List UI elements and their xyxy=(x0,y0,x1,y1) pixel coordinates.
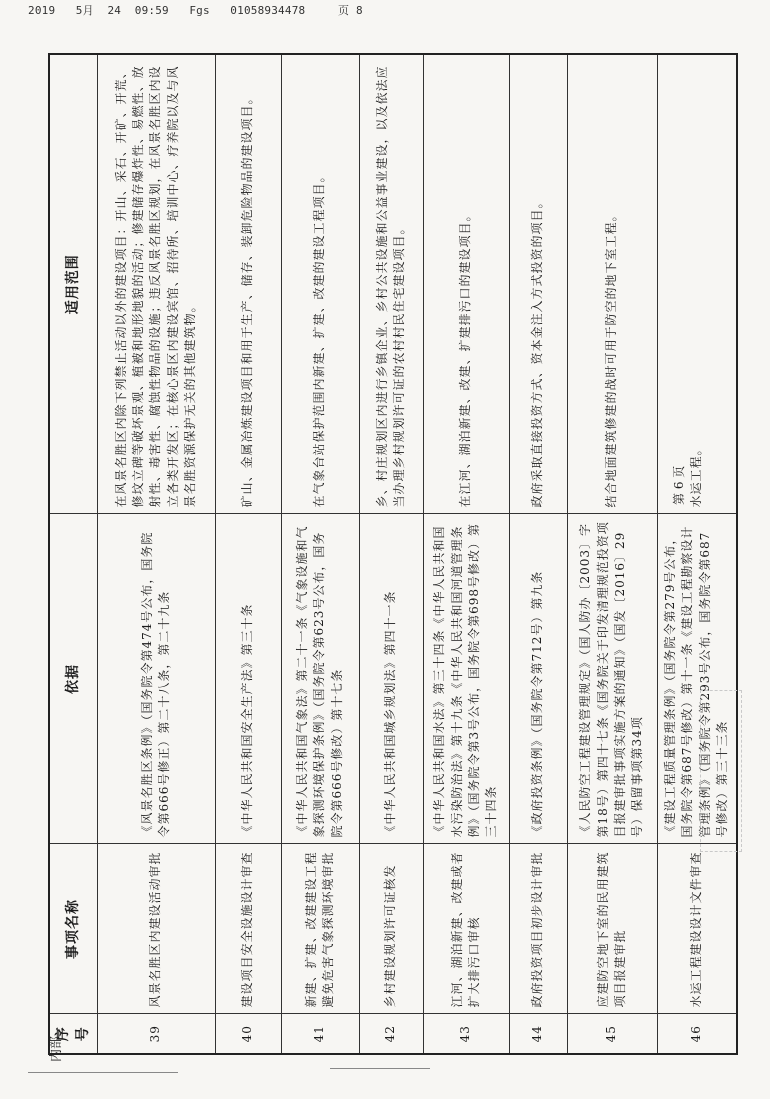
row-basis: 《人民防空工程建设管理规定》（国人防办〔2003〕字第18号）第四十七条《国务院关于印发清理规范投资项目报建审批事项实施方案的通知》（国发〔2016〕29号）保留事项第34项 xyxy=(567,514,657,844)
row-basis: 《中华人民共和国气象法》第二十一条《气象设施和气象探测环境保护条例》（国务院令第623号公布，国务院令第666号修改）第十七条 xyxy=(281,514,359,844)
row-scope: 在江河、湖泊新建、改建、扩建排污口的建设项目。 xyxy=(423,54,509,514)
header-name: 事项名称 xyxy=(49,844,97,1014)
table-row xyxy=(359,54,423,1054)
row-scope: 乡、村庄规划区内进行乡镇企业、乡村公共设施和公益事业建设，以及依法应当办理乡村规划许可证的农村村民住宅建设项目。 xyxy=(359,54,423,514)
table-row xyxy=(657,54,737,1054)
row-name: 政府投资项目初步设计审批 xyxy=(509,844,567,1014)
items-table xyxy=(48,53,738,1055)
header-basis: 依据 xyxy=(49,514,97,844)
fax-time: 09:59 xyxy=(134,4,169,17)
row-no: 45 xyxy=(567,1014,657,1054)
row-name: 水运工程建设设计文件审查 xyxy=(657,844,737,1014)
row-scope: 矿山、金属冶炼建设项目和用于生产、储存、装卸危险物品的建设项目。 xyxy=(215,54,281,514)
bottom-rule-right xyxy=(330,1068,430,1069)
row-scope: 水运工程。 xyxy=(657,54,737,514)
row-no: 43 xyxy=(423,1014,509,1054)
page-number: 第 6 页 xyxy=(672,465,686,505)
table-row xyxy=(281,54,359,1054)
row-name: 新建、扩建、改建建设工程避免危害气象探测环境审批 xyxy=(281,844,359,1014)
table-row xyxy=(423,54,509,1054)
row-basis: 《中华人民共和国安全生产法》第三十条 xyxy=(215,514,281,844)
rotated-table-container xyxy=(48,55,732,1055)
fax-month: 5月 xyxy=(75,4,94,17)
fax-page: 页 8 xyxy=(338,4,363,17)
faded-stamp-mark xyxy=(700,690,742,852)
fax-date: 2019 xyxy=(28,4,56,17)
row-name: 建设项目安全设施设计审查 xyxy=(215,844,281,1014)
fax-day: 24 xyxy=(107,4,122,17)
row-no: 39 xyxy=(97,1014,215,1054)
table-row xyxy=(215,54,281,1054)
row-no: 41 xyxy=(281,1014,359,1054)
row-basis: 《中华人民共和国城乡规划法》第四十一条 xyxy=(359,514,423,844)
row-no: 40 xyxy=(215,1014,281,1054)
row-name: 乡村建设规划许可证核发 xyxy=(359,844,423,1014)
row-no: 42 xyxy=(359,1014,423,1054)
row-name: 江河、湖泊新建、改建或者扩大排污口审核 xyxy=(423,844,509,1014)
table-header-row xyxy=(49,54,97,1054)
fax-number: 01058934478 xyxy=(230,4,306,17)
fax-header xyxy=(28,2,363,18)
row-no: 46 xyxy=(657,1014,737,1054)
row-basis: 《风景名胜区条例》（国务院令第474号公布，国务院令第666号修正）第二十八条，第二十九条 xyxy=(97,514,215,844)
row-no: 44 xyxy=(509,1014,567,1054)
row-scope: 在气象台站保护范围内新建、扩建、改建的建设工程项目。 xyxy=(281,54,359,514)
row-name: 风景名胜区内建设活动审批 xyxy=(97,844,215,1014)
row-scope: 在风景名胜区内除下列禁止活动以外的建设项目：开山、采石、开矿、开荒、修坟立碑等破坏景观、植被和地形地貌的活动；修建储存爆炸性、易燃性、放射性、毒害性、腐蚀性物品的设施；违反风景名胜区规划，在风景名胜区内设立各类开发区；在核心景区内建设宾馆、招待所、培训中心、疗养院以及与风景名胜资源保护无关的其他建筑物。 xyxy=(97,54,215,514)
row-scope: 政府采取直接投资方式、资本金注入方式投资的项目。 xyxy=(509,54,567,514)
table-row xyxy=(97,54,215,1054)
fax-sender: Fgs xyxy=(189,4,210,17)
row-scope: 结合地面建筑修建的战时可用于防空的地下室工程。 xyxy=(567,54,657,514)
row-basis: 《建设工程质量管理条例》（国务院令第279号公布，国务院令第687号修改）第十一条《建设工程勘察设计管理条例》（国务院令第293号公布，国务院令第687号修改）第三十三条 xyxy=(657,514,737,844)
bottom-rule-left xyxy=(28,1072,178,1073)
header-scope: 适用范围 xyxy=(49,54,97,514)
row-basis: 《政府投资条例》（国务院令第712号）第九条 xyxy=(509,514,567,844)
table-row xyxy=(509,54,567,1054)
header-no: 序号 xyxy=(49,1014,97,1054)
table-row xyxy=(567,54,657,1054)
row-name: 应建防空地下室的民用建筑项目报建审批 xyxy=(567,844,657,1014)
row-basis: 《中华人民共和国水法》第三十四条《中华人民共和国水污染防治法》第十九条《中华人民共和国河道管理条例》（国务院令第3号公布，国务院令第698号修改）第三十四条 xyxy=(423,514,509,844)
classification-note: 内部 xyxy=(49,1035,64,1062)
